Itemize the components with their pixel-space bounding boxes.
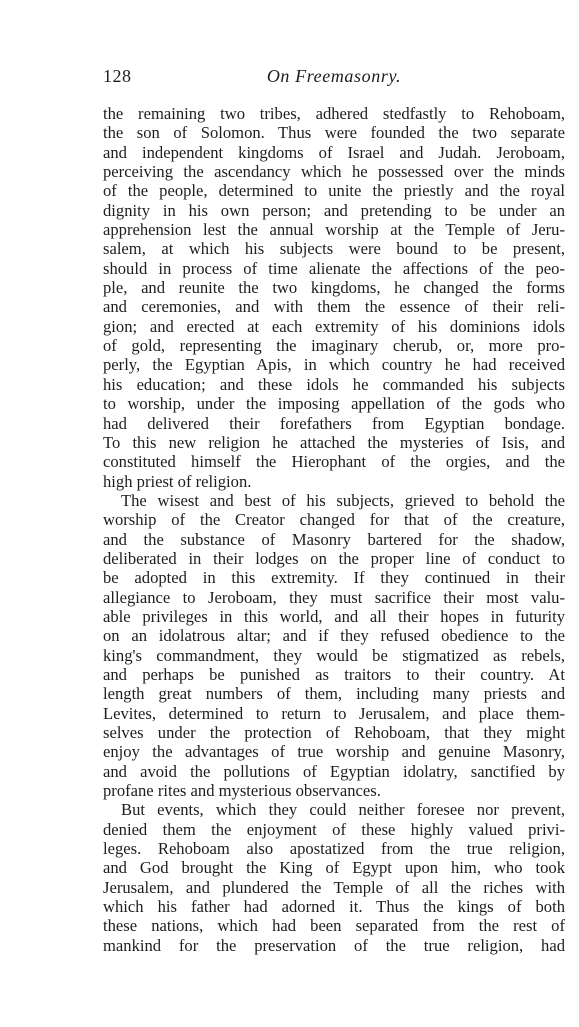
text-line: the remaining two tribes, adhered stedfastly to Rehoboam, [103,104,565,123]
text-line: denied them the enjoyment of these highly valued privi- [103,819,565,839]
text-line: of the people, determined to unite the priestly and the royal [103,181,565,201]
text-line: should in process of time alienate the affections of the peo- [103,258,565,278]
text-line: his education; and these idols he commanded his subjects [103,374,565,394]
text-line: to worship, under the imposing appellation of the gods who [103,394,565,414]
text-line: selves under the protection of Rehoboam, that they might [103,723,565,742]
text-line: deliberated in their lodges on the proper line of conduct to [103,548,565,568]
running-head [103,66,565,92]
text-line: on an idolatrous altar; and if they refused obedience to the [103,626,565,646]
text-line: and avoid the pollutions of Egyptian idolatry, sanctified by [103,761,565,781]
text-line: apprehension lest the annual worship at the Temple of Jeru- [103,220,565,240]
body-text [103,104,565,955]
text-line: allegiance to Jeroboam, they must sacrifice their most valu- [103,587,565,607]
text-line: Levites, determined to return to Jerusalem, and place them- [103,703,565,723]
text-line: and independent kingdoms of Israel and Judah. Jeroboam, [103,142,565,162]
paragraph-end-line: profane rites and mysterious observances. [103,781,381,801]
text-line: To this new religion he attached the mysteries of Isis, and [103,432,565,452]
paragraph-start-line: The wisest and best of his subjects, grieved to behold the [121,490,565,510]
text-line: perly, the Egyptian Apis, in which country he had received [103,355,565,375]
text-line: Jerusalem, and plundered the Temple of all the riches with [103,877,565,897]
text-line: able privileges in this world, and all their hopes in futurity [103,606,565,626]
text-line: had delivered their forefathers from Egyptian bondage. [103,413,565,433]
running-title: On Freemasonry. [266,66,402,86]
page-number: 128 [103,66,132,86]
text-line: and perhaps be punished as traitors to their country. At [103,664,565,684]
text-line: constituted himself the Hierophant of the orgies, and the [103,452,565,472]
text-line: salem, at which his subjects were bound to be present, [103,239,565,259]
text-line: ple, and reunite the two kingdoms, he changed the forms [103,278,565,298]
text-line: and the substance of Masonry bartered for the shadow, [103,529,565,549]
text-line: enjoy the advantages of true worship and genuine Masonry, [103,742,565,762]
text-line: be adopted in this extremity. If they continued in their [103,568,565,588]
text-line: worship of the Creator changed for that of the creature, [103,510,565,530]
text-line: dignity in his own person; and pretending to be under an [103,200,565,220]
text-line: king's commandment, they would be stigmatized as rebels, [103,645,565,665]
paragraph-end-line: high priest of religion. [103,471,252,491]
text-line: the son of Solomon. Thus were founded the two separate [103,123,565,143]
text-line: of gold, representing the imaginary cherub, or, more pro- [103,336,565,356]
text-line: these nations, which had been separated from the rest of [103,916,565,936]
text-line: leges. Rehoboam also apostatized from the true religion, [103,839,565,859]
text-line: gion; and erected at each extremity of his dominions idols [103,316,565,336]
paragraph-start-line: But events, which they could neither foresee nor prevent, [121,800,565,820]
text-line: which his father had adorned it. Thus the kings of both [103,897,565,917]
text-line: length great numbers of them, including many priests and [103,684,565,704]
text-line: perceiving the ascendancy which he possessed over the minds [103,162,565,182]
text-line: and ceremonies, and with them the essence of their reli- [103,297,565,317]
text-line: and God brought the King of Egypt upon him, who took [103,858,565,878]
text-line: mankind for the preservation of the true religion, had [103,935,565,955]
